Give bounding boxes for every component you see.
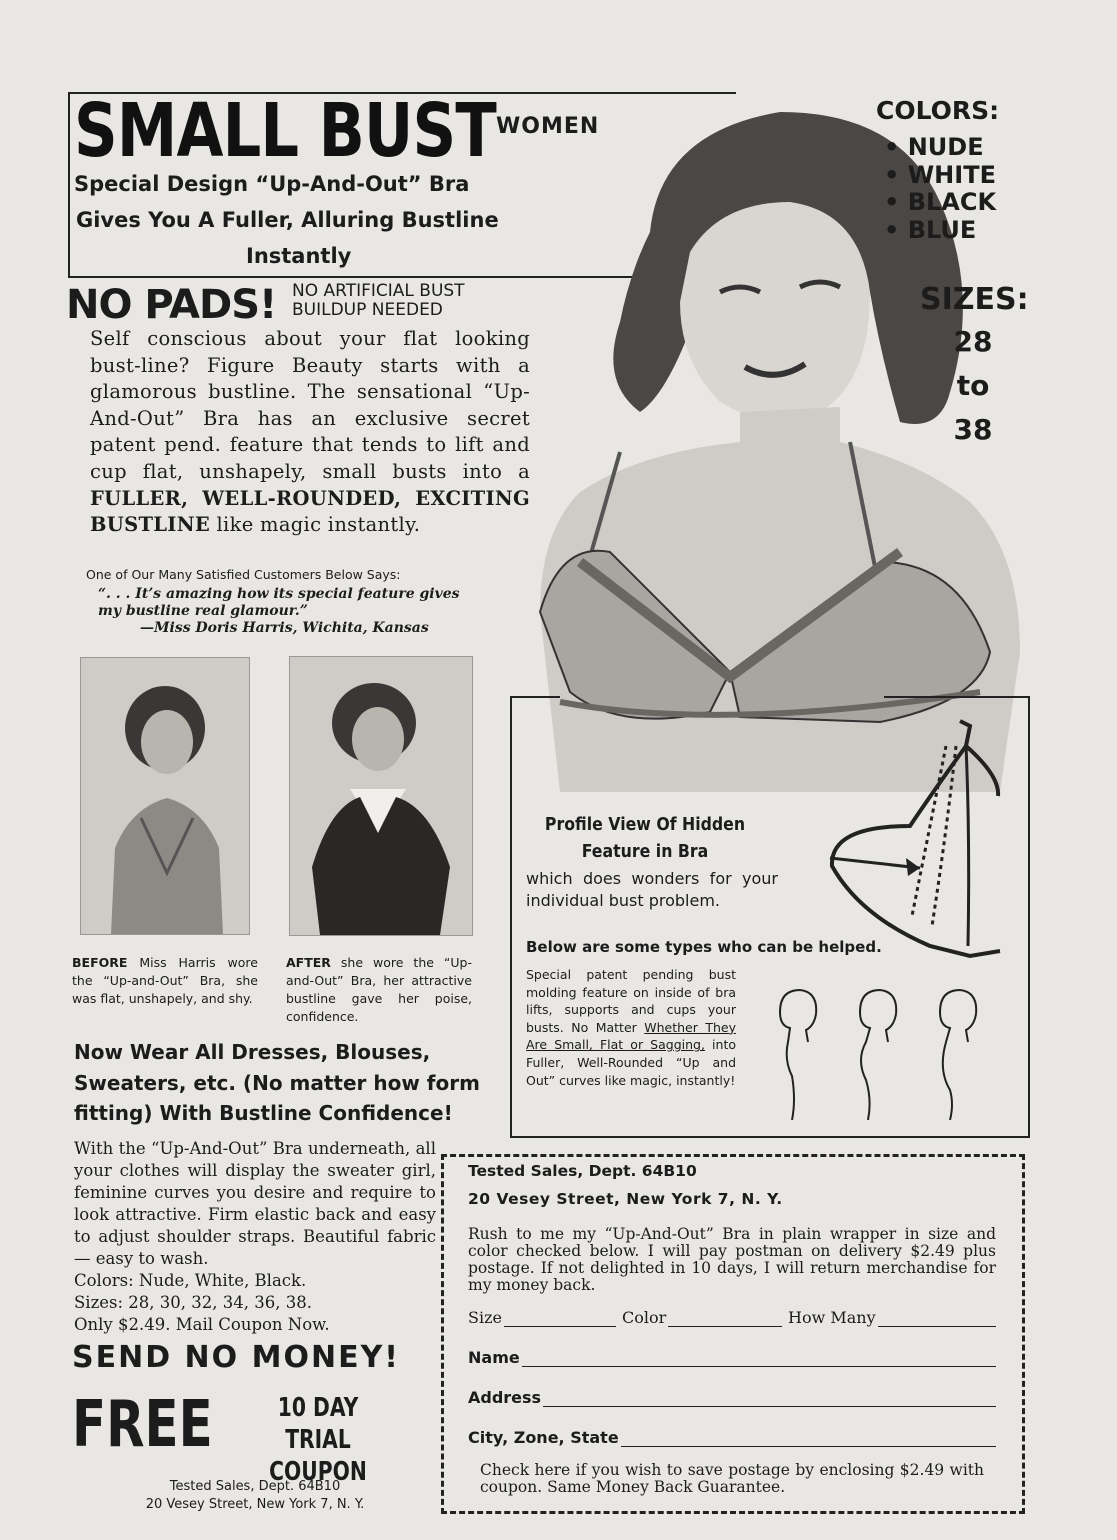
- intro-emphasis: FULLER, WELL-ROUNDED, EXCITING BUSTLINE: [90, 486, 530, 537]
- how-many-field[interactable]: [788, 1308, 996, 1327]
- headline: SMALL BUST: [74, 88, 496, 174]
- quote-text: “. . . It’s amazing how its special feature gives my bustline real glamour.”: [98, 586, 460, 619]
- no-pads-title: NO PADS!: [66, 282, 277, 328]
- profile-box-top-left: [510, 696, 560, 698]
- profile-box-top-right: [884, 696, 1028, 698]
- special-before: Special patent pending bust molding feature on inside of bra lifts, supports and cups your busts. No Matter: [526, 967, 736, 1035]
- special-after: into Fuller, Well-Rounded “Up and Out” curves like magic, instantly!: [526, 1037, 736, 1088]
- address-field[interactable]: [468, 1388, 996, 1407]
- how-many-label: How Many: [788, 1308, 876, 1327]
- subline-2: Gives You A Fuller, Alluring Bustline: [76, 208, 499, 232]
- sizes-range: [940, 320, 1006, 452]
- color-item: • BLUE: [884, 215, 977, 244]
- with-up-paragraph: [74, 1138, 436, 1336]
- quote-author: —Miss Doris Harris, Wichita, Kansas: [140, 620, 429, 636]
- size-label: Size: [468, 1308, 502, 1327]
- special-underlined: Whether They Are Small, Flat or Sagging,: [526, 1019, 737, 1053]
- bottom-address: [110, 1478, 400, 1514]
- coupon-check-text: Check here if you wish to save postage by enclosing $2.49 with coupon. Same Money Back Guarantee.: [480, 1461, 984, 1496]
- name-line[interactable]: [522, 1352, 996, 1367]
- color-item: • BLACK: [884, 188, 997, 216]
- name-field[interactable]: [468, 1348, 996, 1367]
- before-label: BEFORE: [72, 955, 128, 970]
- trial-line-2: TRIAL COUPON: [269, 1425, 367, 1487]
- address-line[interactable]: [543, 1392, 996, 1407]
- colors-list: [884, 134, 996, 244]
- how-many-line[interactable]: [878, 1312, 996, 1327]
- figure-types-silhouettes: [770, 980, 990, 1120]
- price-line: Only $2.49. Mail Coupon Now.: [74, 1315, 330, 1334]
- below-types-heading: Below are some types who can be helped.: [526, 938, 882, 956]
- after-photo: [289, 656, 473, 936]
- city-line[interactable]: [621, 1432, 996, 1447]
- city-label: City, Zone, State: [468, 1428, 619, 1447]
- size-from: 28: [953, 325, 993, 358]
- free-label: FREE: [72, 1388, 213, 1462]
- colors-line: Colors: Nude, White, Black.: [74, 1271, 307, 1290]
- profile-description: which does wonders for your individual bust problem.: [526, 869, 778, 910]
- color-field[interactable]: [622, 1308, 782, 1327]
- after-text: she wore the “Up-and-Out” Bra, her attractive bustline gave her poise, confidence.: [286, 955, 472, 1024]
- coupon-dept: Tested Sales, Dept. 64B10: [468, 1162, 697, 1180]
- intro-text: Self conscious about your flat looking bust-line? Figure Beauty starts with a glamorous bustline. The sensational “Up-And-Out” Bra has an exclusive secret patent pend. feature that tends to lift and cup flat, unshapely, small busts into a: [90, 327, 530, 483]
- profile-title-line2: Feature in Bra: [581, 842, 709, 862]
- testimonial-lead: One of Our Many Satisfied Customers Below Says:: [86, 567, 401, 582]
- profile-title-line1: Profile View Of Hidden: [544, 815, 746, 835]
- colors-title: COLORS:: [876, 96, 1000, 125]
- subline-3: Instantly: [246, 244, 352, 268]
- intro-ending: like magic instantly.: [216, 513, 421, 537]
- testimonial-quote: [98, 586, 478, 637]
- send-no-money: SEND NO MONEY!: [72, 1340, 400, 1375]
- with-up-text: With the “Up-And-Out” Bra underneath, all your clothes will display the sweater girl, feminine curves you desire and require to look attractive. Firm elastic back and easy to adjust shoulder straps. Beautiful fabric — easy to wash.: [74, 1139, 436, 1268]
- coupon-body: Rush to me my “Up-And-Out” Bra in plain wrapper in size and color checked below. I will pay postman on delivery $2.49 plus postage. If not delighted in 10 days, I will return merchandise for my money back.: [468, 1225, 996, 1294]
- size-line[interactable]: [504, 1312, 616, 1327]
- city-zone-state-field[interactable]: [468, 1428, 996, 1447]
- bra-profile-diagram: [820, 716, 1010, 966]
- size-to-word: to: [956, 369, 990, 402]
- intro-paragraph: [90, 326, 530, 539]
- order-coupon: [441, 1154, 1025, 1514]
- sizes-line: Sizes: 28, 30, 32, 34, 36, 38.: [74, 1293, 312, 1312]
- coupon-street: 20 Vesey Street, New York 7, N. Y.: [468, 1190, 783, 1208]
- now-wear-heading: Now Wear All Dresses, Blouses, Sweaters, etc. (No matter how form fitting) With Bustline Confidence!: [74, 1040, 480, 1125]
- bottom-address-line2: 20 Vesey Street, New York 7, N. Y.: [145, 1497, 365, 1512]
- no-pads-note-line1: NO ARTIFICIAL BUST: [292, 281, 465, 301]
- after-label: AFTER: [286, 955, 331, 970]
- size-field[interactable]: [468, 1308, 616, 1327]
- name-label: Name: [468, 1348, 520, 1367]
- no-pads-note-line2: BUILDUP NEEDED: [292, 300, 443, 320]
- size-to: 38: [953, 413, 993, 446]
- trial-line-1: 10 DAY: [277, 1393, 359, 1423]
- header-rule-left: [68, 92, 70, 276]
- sizes-title: SIZES:: [920, 282, 1029, 317]
- no-pads-note: [292, 282, 465, 320]
- trial-coupon-label: [240, 1392, 396, 1488]
- color-item: • NUDE: [884, 133, 984, 161]
- before-photo: [80, 657, 250, 935]
- bottom-address-line1: Tested Sales, Dept. 64B10: [169, 1479, 341, 1494]
- color-line[interactable]: [668, 1312, 782, 1327]
- color-label: Color: [622, 1308, 667, 1327]
- before-caption: [72, 954, 258, 1008]
- after-caption: [286, 954, 472, 1026]
- special-feature-text: [526, 966, 736, 1089]
- subline-1: Special Design “Up-And-Out” Bra: [74, 172, 470, 196]
- headline-suffix: WOMEN: [496, 114, 600, 139]
- profile-title: [528, 812, 762, 866]
- color-item: • WHITE: [884, 160, 996, 189]
- address-label: Address: [468, 1388, 542, 1407]
- before-text: Miss Harris wore the “Up-and-Out” Bra, she was flat, unshapely, and shy.: [72, 955, 258, 1006]
